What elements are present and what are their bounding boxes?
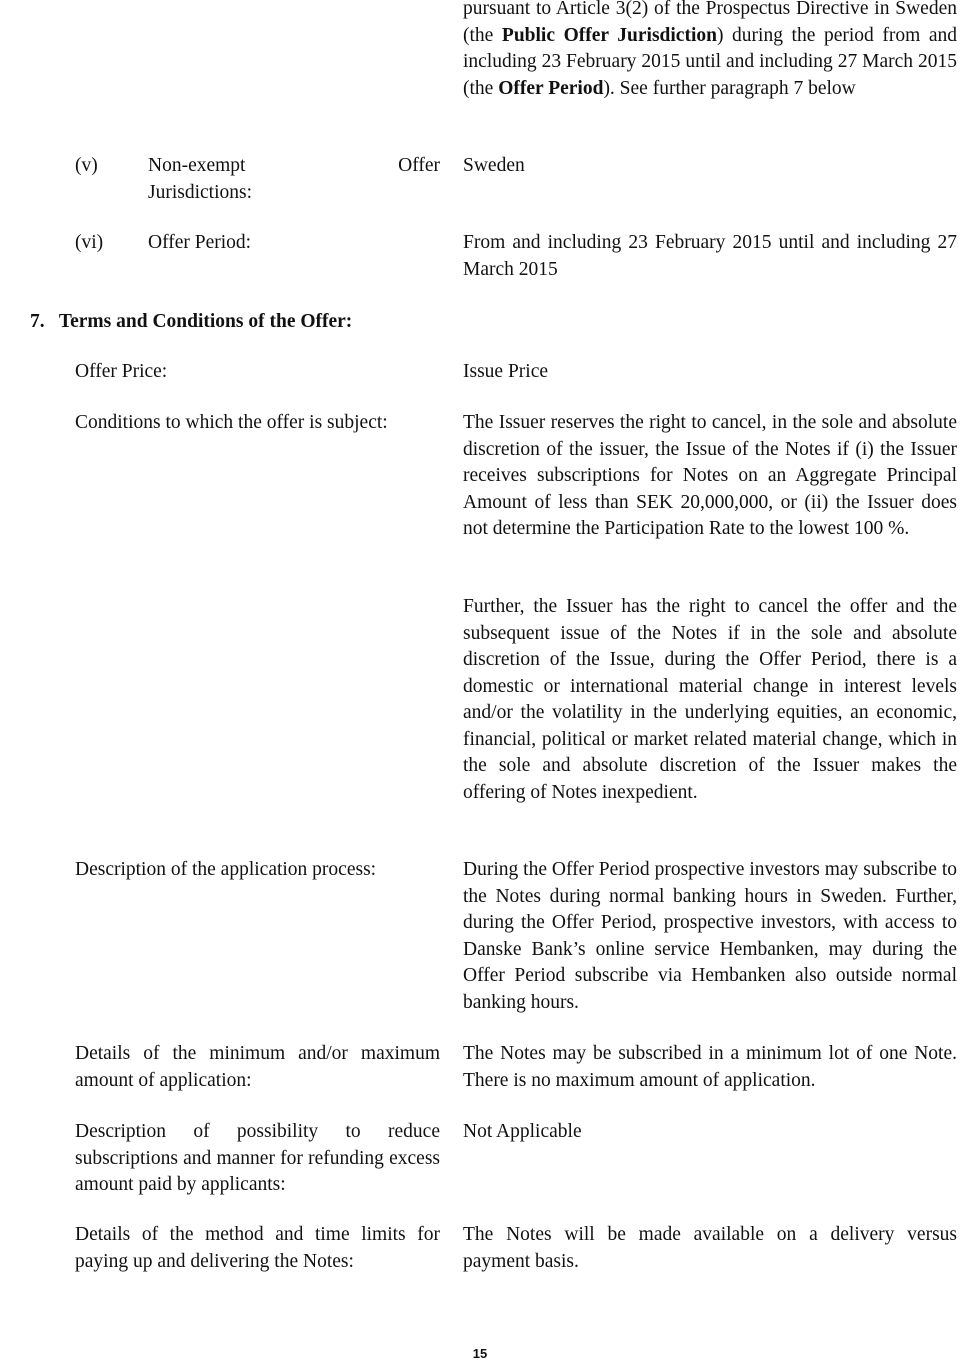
min-max-label: Details of the minimum and/or maximum amount of application: <box>75 1043 440 1091</box>
item-vi-number: (vi) <box>75 232 104 253</box>
public-offer-jurisdiction-term: Public Offer Jurisdiction <box>501 24 717 46</box>
conditions-value-1: The Issuer reserves the right to cancel, in the sole and absolute discretion of the issuer, the Issue of the Notes if (i) the Issuer receives subscriptions for Notes on an Aggregate Principal Amount of less than SEK 20,000,000, or (ii) the Issuer does not determine the Participation Rate to the lowest 100 %. <box>463 412 957 539</box>
item-v-label-c: Jurisdictions: <box>148 181 253 203</box>
reduce-value: Not Applicable <box>463 1121 582 1142</box>
paying-label: Details of the method and time limits for paying up and delivering the Notes: <box>75 1224 440 1272</box>
section-7-title <box>30 309 352 336</box>
min-max-value: The Notes may be subscribed in a minimum lot of one Note. There is no maximum amount of application. <box>463 1043 957 1091</box>
item-v-label-a: Non-exempt <box>148 155 246 176</box>
page-number: 15 <box>472 1346 488 1361</box>
item-v-label-b: Offer <box>398 155 440 176</box>
item-v-label <box>148 153 440 206</box>
item-vi-label: Offer Period: <box>148 232 252 253</box>
offer-price-value: Issue Price <box>463 361 549 382</box>
item-v-number: (v) <box>75 155 98 176</box>
offer-price-label: Offer Price: <box>75 361 168 382</box>
intro-text-3: ). See further paragraph 7 below <box>603 77 856 99</box>
intro-text-1: pursuant to Article 3(2) of the Prospectus Directive in Sweden (the <box>463 0 957 46</box>
reduce-label: Description of possibility to reduce subscriptions and manner for refunding excess amount paid by applicants: <box>75 1121 440 1195</box>
paying-value: The Notes will be made available on a delivery versus payment basis. <box>463 1224 957 1272</box>
item-vi-value: From and including 23 February 2015 until and including 27 March 2015 <box>463 232 957 280</box>
conditions-value-2: Further, the Issuer has the right to cancel the offer and the subsequent issue of the Notes if in the sole and absolute discretion of the Issue, during the Offer Period, there is a domestic or international material change in interest levels and/or the volatility in the underlying equities, an economic, financial, political or market related material change, which in the sole and absolute discretion of the Issuer makes the offering of Notes inexpedient. <box>463 596 957 803</box>
item-v-value: Sweden <box>463 155 525 176</box>
section-7-title-text: 7. Terms and Conditions of the Offer: <box>30 311 353 332</box>
offer-period-term: Offer Period <box>498 77 604 99</box>
application-label: Description of the application process: <box>75 859 377 880</box>
intro-text-2: ) during the period from and including 23 February 2015 until and including 27 March 2015 (the <box>463 24 957 99</box>
intro-paragraph <box>463 0 957 102</box>
conditions-label: Conditions to which the offer is subject: <box>75 412 388 433</box>
application-value: During the Offer Period prospective investors may subscribe to the Notes during normal banking hours in Sweden. Further, during the Offer Period, prospective investors, with access to Danske Bank’s online service Hembanken, may during the Offer Period subscribe via Hembanken also outside normal banking hours. <box>463 859 957 1013</box>
